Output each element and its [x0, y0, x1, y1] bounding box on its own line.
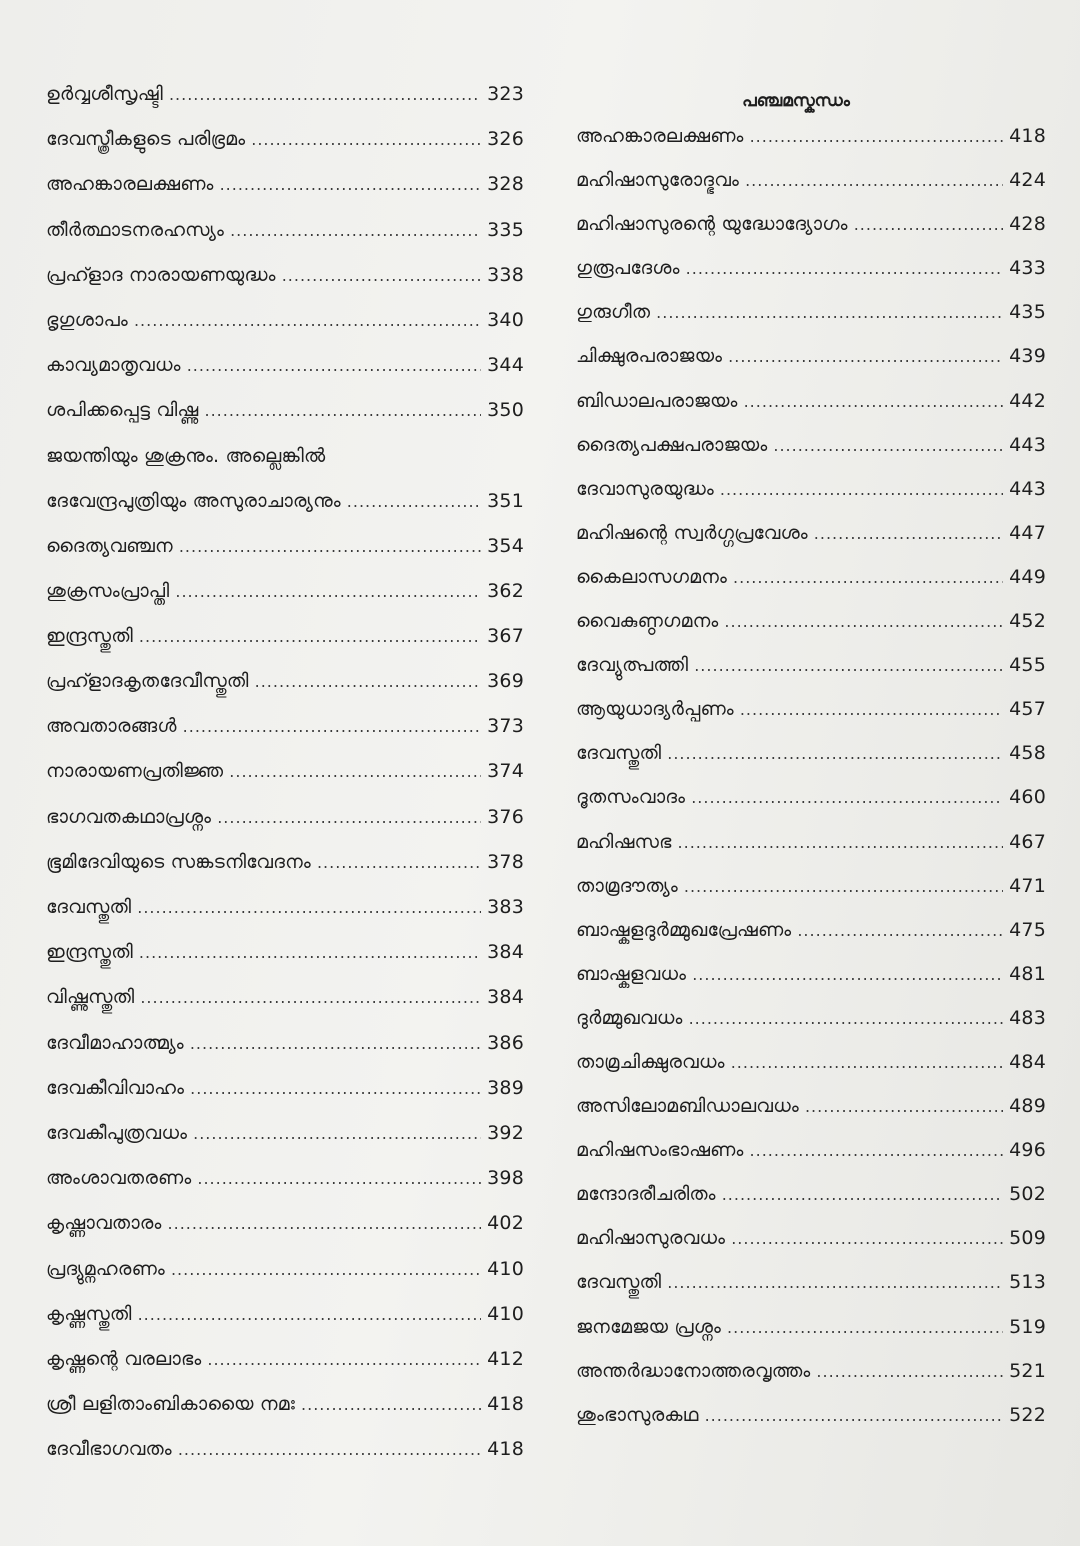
toc-entry-title: ഇന്ദ്രസ്തുതി	[46, 941, 133, 964]
dot-leader	[137, 885, 481, 930]
dot-leader	[816, 1350, 1003, 1394]
toc-entry	[46, 569, 524, 614]
toc-entry	[576, 1040, 1046, 1084]
dot-leader	[230, 208, 481, 253]
toc-entry	[46, 1111, 524, 1156]
toc-entry	[46, 1427, 524, 1472]
dot-leader	[179, 524, 481, 569]
dot-leader	[197, 1156, 481, 1201]
dot-leader	[805, 1085, 1003, 1129]
dot-leader	[667, 732, 1003, 776]
dot-leader	[169, 72, 481, 117]
dot-leader	[282, 253, 481, 298]
toc-entry	[46, 117, 524, 162]
toc-entry-page-number: 328	[487, 173, 524, 196]
toc-entry-title: അംശാവതരണം	[46, 1167, 192, 1190]
dot-leader	[694, 644, 1003, 688]
toc-entry-page-number: 484	[1009, 1050, 1046, 1073]
toc-entry-page-number: 475	[1009, 918, 1046, 941]
dot-leader	[190, 1066, 481, 1111]
toc-entry	[46, 1247, 524, 1292]
toc-entry-title-line1: ജയന്തിയും ശുക്രനും. അല്ലെങ്കിൽ	[46, 444, 326, 467]
toc-entry-page-number: 439	[1009, 345, 1046, 368]
toc-entry-page-number: 326	[487, 128, 524, 151]
toc-entry-page-number: 467	[1009, 830, 1046, 853]
toc-entry-page-number: 433	[1009, 257, 1046, 280]
dot-leader	[138, 1292, 482, 1337]
toc-entry	[576, 1128, 1046, 1172]
toc-entry-page-number: 412	[487, 1347, 524, 1370]
dot-leader	[204, 388, 481, 433]
toc-entry	[576, 775, 1046, 819]
toc-entry	[576, 246, 1046, 290]
toc-entry-title: കൈലാസഗമനം	[576, 565, 728, 588]
dot-leader	[175, 569, 481, 614]
toc-entry-title: ഉർവ്വശീസൃഷ്ടി	[46, 83, 163, 105]
toc-entry	[576, 1084, 1046, 1128]
toc-entry-page-number: 384	[487, 986, 524, 1009]
toc-entry	[46, 840, 524, 885]
toc-entry-title: നാരായണപ്രതിജ്ഞ	[46, 760, 224, 783]
toc-entry-title: ബിഡാലപരാജയം	[576, 389, 738, 412]
toc-entry-title: ശുക്രസംപ്രാപ്തി	[46, 579, 170, 602]
toc-entry-title: ദേവസ്ത്രീകളുടെ പരിഭ്രമം	[46, 128, 246, 151]
toc-entry-page-number: 362	[487, 579, 524, 602]
toc-entry	[46, 1382, 524, 1427]
dot-leader	[140, 975, 481, 1020]
dot-leader	[750, 1129, 1004, 1173]
toc-entry-page-number: 418	[487, 1393, 524, 1416]
toc-entry-title: മഹിഷസംഭാഷണം	[576, 1139, 744, 1162]
toc-entry-title: ഇന്ദ്രസ്തുതി	[46, 624, 133, 647]
toc-entry-page-number: 389	[487, 1076, 524, 1099]
toc-entry-page-number: 351	[487, 489, 524, 512]
toc-entry-title: ശ്രീ ലളിതാംബികായൈ നമഃ	[46, 1393, 296, 1416]
toc-entry	[46, 659, 524, 704]
toc-entry-title: ദൈത്യപക്ഷപരാജയം	[576, 433, 768, 456]
toc-entry	[46, 343, 524, 388]
toc-entry-title: ദേവസ്തുതി	[576, 742, 662, 765]
dot-leader	[722, 1173, 1003, 1217]
toc-entry-page-number: 374	[487, 760, 524, 783]
dot-leader	[255, 659, 482, 704]
toc-entry-title: ദേവകീവിവാഹം	[46, 1076, 185, 1099]
toc-entry	[46, 72, 524, 117]
toc-entry-title: ഗുരൂപദേശം	[576, 257, 680, 280]
toc-entry-title: കൃഷ്ണാവതാരം	[46, 1212, 162, 1235]
dot-leader	[178, 1427, 481, 1472]
toc-entry-title: ചിക്ഷുരപരാജയം	[576, 345, 723, 368]
toc-entry-title: ദേവീഭാഗവതം	[46, 1438, 172, 1461]
toc-entry	[46, 885, 524, 930]
toc-entry	[576, 1305, 1046, 1349]
toc-entry	[576, 114, 1046, 158]
dot-leader	[686, 247, 1003, 291]
toc-entry-title: അഹങ്കാരലക്ഷണം	[46, 173, 214, 196]
dot-leader	[797, 909, 1003, 953]
toc-entry-page-number: 513	[1009, 1271, 1046, 1294]
dot-leader	[678, 821, 1004, 865]
toc-entry	[576, 1172, 1046, 1216]
toc-entry-page-number: 386	[487, 1031, 524, 1054]
toc-entry	[46, 749, 524, 794]
toc-entry	[576, 820, 1046, 864]
toc-entry	[46, 1066, 524, 1111]
toc-entry-title: പ്രഹ്ളാദ നാരായണയുദ്ധം	[46, 263, 276, 286]
dot-leader	[667, 1261, 1003, 1305]
toc-entry-page-number: 455	[1009, 654, 1046, 677]
toc-entry-title: അസിലോമബിഡാലവധം	[576, 1095, 799, 1118]
toc-entry-line2	[46, 479, 524, 524]
toc-entry-title: അന്തർദ്ധാനോത്തരവൃത്തം	[576, 1359, 811, 1382]
toc-entry-page-number: 418	[1009, 125, 1046, 147]
toc-entry	[46, 298, 524, 343]
toc-entry	[576, 290, 1046, 334]
toc-entry-page-number: 483	[1009, 1006, 1046, 1029]
toc-entry-page-number: 442	[1009, 389, 1046, 412]
toc-entry-page-number: 340	[487, 308, 524, 331]
toc-entry	[576, 334, 1046, 378]
dot-leader	[691, 776, 1003, 820]
toc-entry-title: ജനമേജയ പ്രശ്നം	[576, 1315, 722, 1338]
dot-leader	[689, 997, 1004, 1041]
toc-entry-page-number: 449	[1009, 565, 1046, 588]
toc-entry-title: ബാഷ്കളദുർമ്മുഖപ്രേഷണം	[576, 918, 792, 941]
toc-entry-page-number: 452	[1009, 610, 1046, 633]
dot-leader	[183, 704, 481, 749]
toc-entry-page-number: 392	[487, 1121, 524, 1144]
toc-entry-page-number: 383	[487, 896, 524, 918]
toc-entry-title: വിഷ്ണുസ്തുതി	[46, 986, 135, 1009]
dot-leader	[724, 600, 1003, 644]
dot-leader	[207, 1337, 481, 1382]
toc-entry-page-number: 471	[1009, 874, 1046, 897]
toc-entry-title: പ്രദ്യുമ്നഹരണം	[46, 1257, 165, 1280]
toc-entry-title: തീർത്ഥാടനരഹസ്യം	[46, 218, 225, 241]
dot-leader	[139, 614, 481, 659]
toc-entry-title: ദേവ്യുത്പത്തി	[576, 654, 689, 677]
dot-leader	[193, 1111, 481, 1156]
toc-entry	[46, 704, 524, 749]
toc-entry-title: വൈകുണ്ഠഗമനം	[576, 610, 719, 633]
toc-entry	[46, 1292, 524, 1337]
toc-entry-page-number: 522	[1009, 1403, 1046, 1426]
toc-entry	[576, 1393, 1046, 1437]
toc-entry	[46, 1021, 524, 1066]
toc-entry-title: മഹിഷസഭ	[576, 830, 672, 853]
toc-entry-title: അഹങ്കാരലക്ഷണം	[576, 125, 744, 147]
toc-entry	[576, 555, 1046, 599]
toc-entry-page-number: 376	[487, 805, 524, 828]
toc-entry-title: കൃഷ്ണസ്തുതി	[46, 1302, 132, 1325]
toc-entry-page-number: 367	[487, 624, 524, 647]
dot-leader	[134, 298, 481, 343]
toc-entry-page-number: 509	[1009, 1227, 1046, 1250]
dot-leader	[750, 115, 1004, 159]
toc-entry-page-number: 460	[1009, 786, 1046, 809]
toc-entry-page-number: 489	[1009, 1095, 1046, 1118]
toc-entry-page-number: 447	[1009, 521, 1046, 544]
toc-entry-page-number: 398	[487, 1167, 524, 1190]
left-contents-column	[46, 72, 524, 1472]
toc-entry	[46, 524, 524, 569]
toc-entry	[576, 687, 1046, 731]
dot-leader	[347, 479, 481, 524]
toc-entry-title: ദൂതസംവാദം	[576, 786, 686, 809]
toc-entry	[576, 731, 1046, 775]
dot-leader	[705, 1394, 1004, 1438]
dot-leader	[684, 865, 1003, 909]
toc-entry	[576, 511, 1046, 555]
toc-entry-title: ഗുരുഗീത	[576, 301, 651, 324]
section-heading: പഞ്ചമസ്കന്ധം	[742, 91, 850, 111]
toc-entry-page-number: 378	[487, 850, 524, 873]
toc-entry	[46, 434, 524, 524]
toc-entry-page-number: 323	[487, 83, 524, 105]
toc-entry-title: അവതാരങ്ങൾ	[46, 715, 177, 738]
dot-leader	[731, 1217, 1003, 1261]
dot-leader	[168, 1201, 482, 1246]
toc-entry	[576, 908, 1046, 952]
dot-leader	[733, 556, 1003, 600]
dot-leader	[814, 512, 1003, 556]
toc-entry-page-number: 373	[487, 715, 524, 738]
toc-entry-page-number: 369	[487, 670, 524, 693]
right-contents-column	[576, 88, 1046, 1437]
toc-entry-page-number: 338	[487, 263, 524, 286]
toc-entry-page-number: 457	[1009, 698, 1046, 721]
toc-entry-page-number: 443	[1009, 477, 1046, 500]
toc-entry	[46, 930, 524, 975]
dot-leader	[854, 203, 1003, 247]
toc-entry-title: ആയുധാദ്യർപ്പണം	[576, 698, 734, 721]
dot-leader	[727, 1306, 1003, 1350]
toc-entry-title: മന്ദോദരീചരിതം	[576, 1183, 716, 1206]
toc-entry	[576, 643, 1046, 687]
toc-entry-title: കൃഷ്ണന്റെ വരലാഭം	[46, 1347, 202, 1370]
toc-entry	[46, 1156, 524, 1201]
toc-entry	[46, 388, 524, 433]
toc-entry-title: മഹിഷന്റെ സ്വർഗ്ഗപ്രവേശം	[576, 521, 808, 544]
toc-entry-title: ദേവീമാഹാത്മ്യം	[46, 1031, 184, 1054]
toc-entry	[576, 599, 1046, 643]
toc-entry-title: ദുർമ്മുഖവധം	[576, 1006, 683, 1029]
toc-entry-title: ഭൃഗുശാപം	[46, 308, 128, 331]
toc-entry	[46, 1201, 524, 1246]
dot-leader	[190, 1021, 481, 1066]
dot-leader	[692, 953, 1003, 997]
toc-entry-title: ദേവസ്തുതി	[46, 896, 132, 918]
toc-entry-page-number: 428	[1009, 213, 1046, 236]
dot-leader	[745, 159, 1003, 203]
toc-entry	[576, 158, 1046, 202]
toc-entry-title: താമ്രചിക്ഷുരവധം	[576, 1050, 725, 1073]
toc-entry-title: ദേവാസുരയുദ്ധം	[576, 477, 714, 500]
toc-entry-page-number: 443	[1009, 433, 1046, 456]
toc-entry	[46, 253, 524, 298]
toc-entry-page-number: 519	[1009, 1315, 1046, 1338]
toc-entry-page-number: 354	[487, 534, 524, 557]
toc-entry	[46, 208, 524, 253]
toc-entry	[46, 975, 524, 1020]
dot-leader	[229, 749, 481, 794]
toc-entry-title: ദേവസ്തുതി	[576, 1271, 662, 1294]
toc-entry-page-number: 458	[1009, 742, 1046, 765]
toc-entry	[576, 952, 1046, 996]
toc-entry-page-number: 350	[487, 399, 524, 422]
toc-entry-title: താമ്രദൗത്യം	[576, 874, 678, 897]
toc-entry-page-number: 410	[487, 1302, 524, 1325]
toc-entry-page-number: 335	[487, 218, 524, 241]
toc-entry	[576, 1216, 1046, 1260]
dot-leader	[220, 162, 482, 207]
dot-leader	[773, 424, 1003, 468]
toc-entry-page-number: 435	[1009, 301, 1046, 324]
toc-entry-title: ശുംഭാസുരകഥ	[576, 1403, 699, 1426]
toc-entry-title: ഭാഗവതകഥാപ്രശ്നം	[46, 805, 212, 828]
dot-leader	[728, 335, 1003, 379]
dot-leader	[301, 1382, 481, 1427]
toc-entry-title: മഹിഷാസുരവധം	[576, 1227, 726, 1250]
dot-leader	[731, 1041, 1003, 1085]
toc-entry-page-number: 481	[1009, 962, 1046, 985]
toc-entry-title: ഭൂമിദേവിയുടെ സങ്കടനിവേദനം	[46, 850, 311, 873]
toc-entry-title: മഹിഷാസുരോദ്ഭവം	[576, 169, 740, 192]
toc-entry	[576, 379, 1046, 423]
toc-entry-page-number: 410	[487, 1257, 524, 1280]
toc-entry-page-number: 418	[487, 1438, 524, 1461]
dot-leader	[251, 117, 481, 162]
toc-entry-page-number: 384	[487, 941, 524, 964]
dot-leader	[139, 930, 481, 975]
dot-leader	[171, 1247, 481, 1292]
dot-leader	[740, 688, 1003, 732]
toc-entry	[576, 864, 1046, 908]
toc-entry-title: ബാഷ്കളവധം	[576, 962, 687, 985]
toc-entry-title: ശപിക്കപ്പെട്ട വിഷ്ണു	[46, 399, 199, 422]
toc-entry	[576, 1349, 1046, 1393]
dot-leader	[656, 291, 1003, 335]
toc-entry-title: ദേവകീപുത്രവധം	[46, 1121, 188, 1144]
toc-entry-page-number: 402	[487, 1212, 524, 1235]
toc-entry	[46, 162, 524, 207]
toc-entry	[576, 1260, 1046, 1304]
toc-entry-page-number: 424	[1009, 169, 1046, 192]
toc-entry-title: മഹിഷാസുരന്റെ യുദ്ധോദ്യോഗം	[576, 213, 848, 236]
dot-leader	[317, 840, 481, 885]
toc-entry-page-number: 496	[1009, 1139, 1046, 1162]
toc-entry-title: കാവ്യമാതൃവധം	[46, 354, 181, 377]
toc-entry-page-number: 521	[1009, 1359, 1046, 1382]
toc-entry	[46, 795, 524, 840]
dot-leader	[744, 380, 1004, 424]
toc-entry	[576, 202, 1046, 246]
toc-entry-title: പ്രഹ്ളാദകൃതദേവീസ്തുതി	[46, 670, 249, 693]
toc-entry-title-line2: ദേവേന്ദ്രപുത്രിയും അസുരാചാര്യനും	[46, 489, 341, 512]
dot-leader	[187, 343, 481, 388]
toc-entry	[46, 1337, 524, 1382]
toc-entry	[46, 614, 524, 659]
toc-entry-page-number: 502	[1009, 1183, 1046, 1206]
toc-entry-title: ദൈത്യവഞ്ചന	[46, 534, 173, 557]
dot-leader	[720, 468, 1003, 512]
toc-entry-page-number: 344	[487, 354, 524, 377]
toc-entry	[576, 467, 1046, 511]
dot-leader	[217, 795, 481, 840]
toc-entry	[576, 423, 1046, 467]
toc-entry	[576, 996, 1046, 1040]
